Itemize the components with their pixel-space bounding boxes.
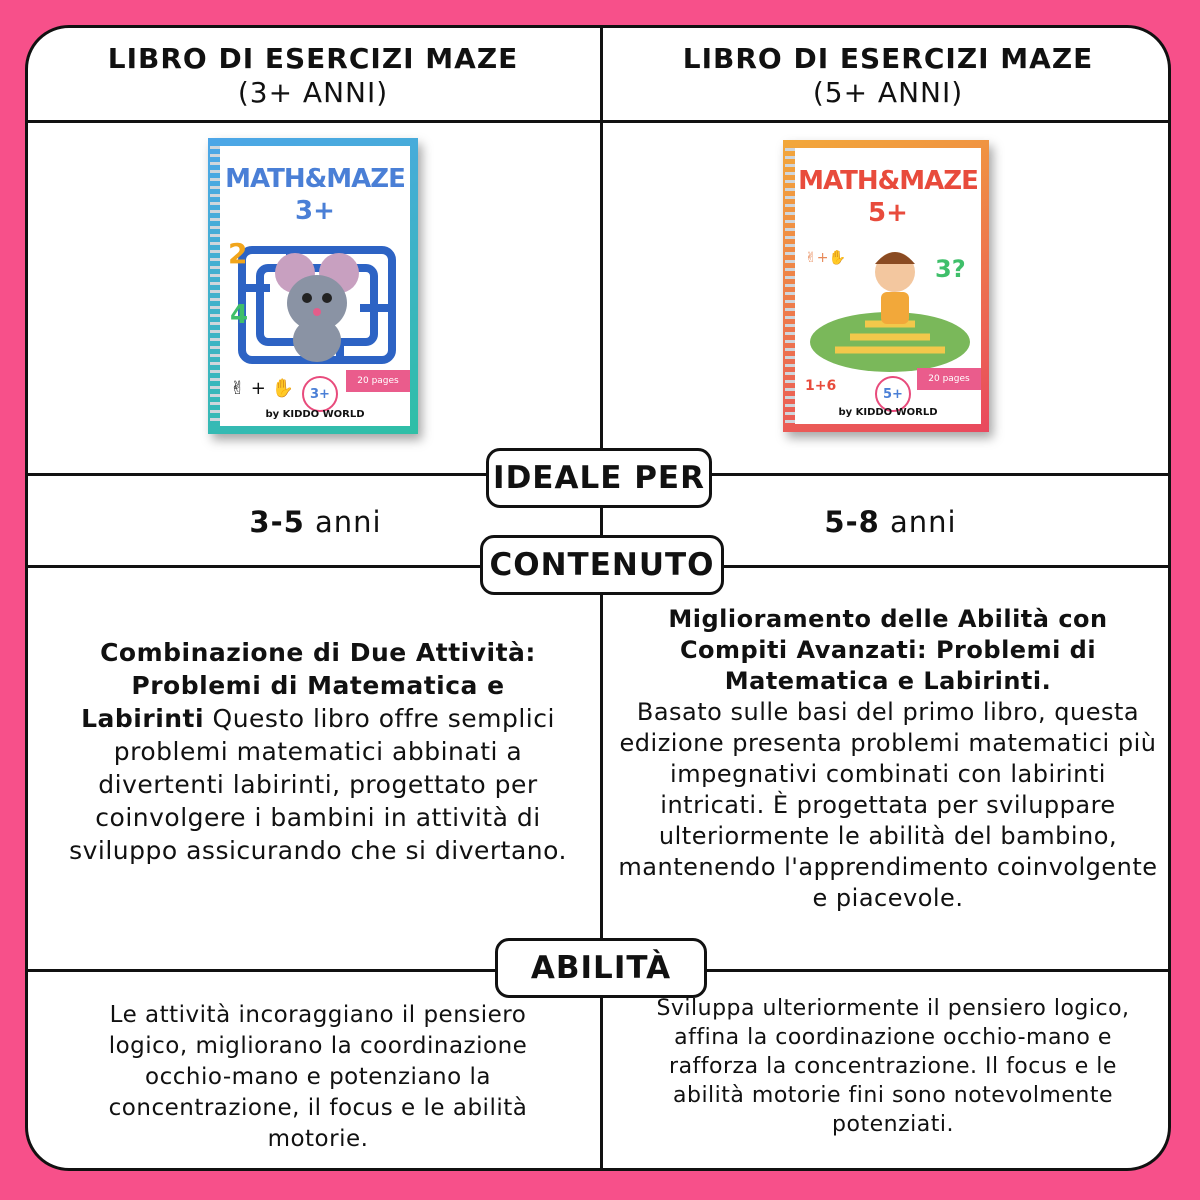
brand-logo-3plus: by KIDDO WORLD — [265, 409, 365, 420]
book-title-5plus: MATH&MAZE — [798, 166, 978, 196]
age-unit-left: anni — [315, 505, 382, 539]
badge-3plus: 3+ — [302, 376, 338, 412]
column-title-right-text: LIBRO DI ESERCIZI MAZE — [682, 42, 1094, 75]
age-range-right-value: 5-8 — [824, 505, 880, 539]
skills-right: Sviluppa ulteriormente il pensiero logico, affina la coordinazione occhio-mano e rafforza la concentrazione. Il focus e le abilità motorie fini sono notevolmente potenziati. — [656, 996, 1130, 1137]
section-label-ideal: IDEALE PER — [486, 448, 712, 508]
column-title-right — [603, 42, 1171, 110]
book-cover-3plus — [208, 138, 418, 434]
brand-logo-5plus: by KIDDO WORLD — [838, 407, 938, 418]
svg-text:4: 4 — [230, 300, 249, 330]
equation-icon: 1+6 — [805, 378, 837, 394]
header-divider — [28, 120, 1171, 123]
book-age-5plus: 5+ — [868, 198, 908, 228]
spiral-binding — [785, 148, 795, 424]
book-cover-page — [795, 148, 981, 424]
age-range-right — [603, 505, 1171, 539]
boy-maze-illustration — [795, 232, 981, 372]
age-range-left-value: 3-5 — [249, 505, 305, 539]
column-title-left-text: LIBRO DI ESERCIZI MAZE — [107, 42, 519, 75]
skills-left: Le attività incoraggiano il pensiero logico, migliorano la coordinazione occhio-mano e potenziano la concentrazione, il focus e le abilità motorie. — [108, 1002, 528, 1152]
comparison-card — [25, 25, 1171, 1171]
pages-tag-3plus: 20 pages — [346, 370, 410, 392]
badge-5plus: 5+ — [875, 376, 911, 412]
svg-text:✌+✋: ✌+✋ — [805, 250, 846, 266]
column-subtitle-left: (3+ ANNI) — [237, 76, 389, 109]
content-left — [68, 636, 568, 867]
hand-count-icon: ✌ + ✋ — [230, 378, 295, 399]
age-range-left — [28, 505, 603, 539]
content-left-heading: Combinazione di Due Attività: Problemi di Matematica e Labirinti — [81, 638, 536, 733]
section-label-skills: ABILITÀ — [495, 938, 707, 998]
content-right — [618, 604, 1158, 914]
pages-tag-5plus: 20 pages — [917, 368, 981, 390]
spiral-binding — [210, 146, 220, 426]
content-right-body: Basato sulle basi del primo libro, questa edizione presenta problemi matematici più impegnativi combinati con labirinti intricati. È progettata per sviluppare ulteriormente le abilità del bambino, mantenendo l'apprendimento coinvolgente e piacevole. — [618, 698, 1158, 912]
age-unit-right: anni — [890, 505, 957, 539]
maze-mouse-illustration — [220, 228, 410, 368]
book-age-3plus: 3+ — [295, 196, 335, 226]
content-left-body: Questo libro offre semplici problemi matematici abbinati a divertenti labirinti, progettato per coinvolgere i bambini in attività di sviluppo assicurando che si divertano. — [69, 704, 567, 865]
svg-text:2: 2 — [228, 237, 248, 270]
column-title-left — [28, 42, 598, 110]
book-title-3plus: MATH&MAZE — [225, 164, 405, 194]
column-subtitle-right: (5+ ANNI) — [812, 76, 964, 109]
column-divider — [600, 28, 603, 1171]
section-label-content: CONTENUTO — [480, 535, 724, 595]
book-cover-5plus — [783, 140, 989, 432]
svg-text:3?: 3? — [935, 255, 966, 283]
content-right-heading: Miglioramento delle Abilità con Compiti Avanzati: Problemi di Matematica e Labirinti. — [668, 605, 1108, 695]
book-cover-page — [220, 146, 410, 426]
